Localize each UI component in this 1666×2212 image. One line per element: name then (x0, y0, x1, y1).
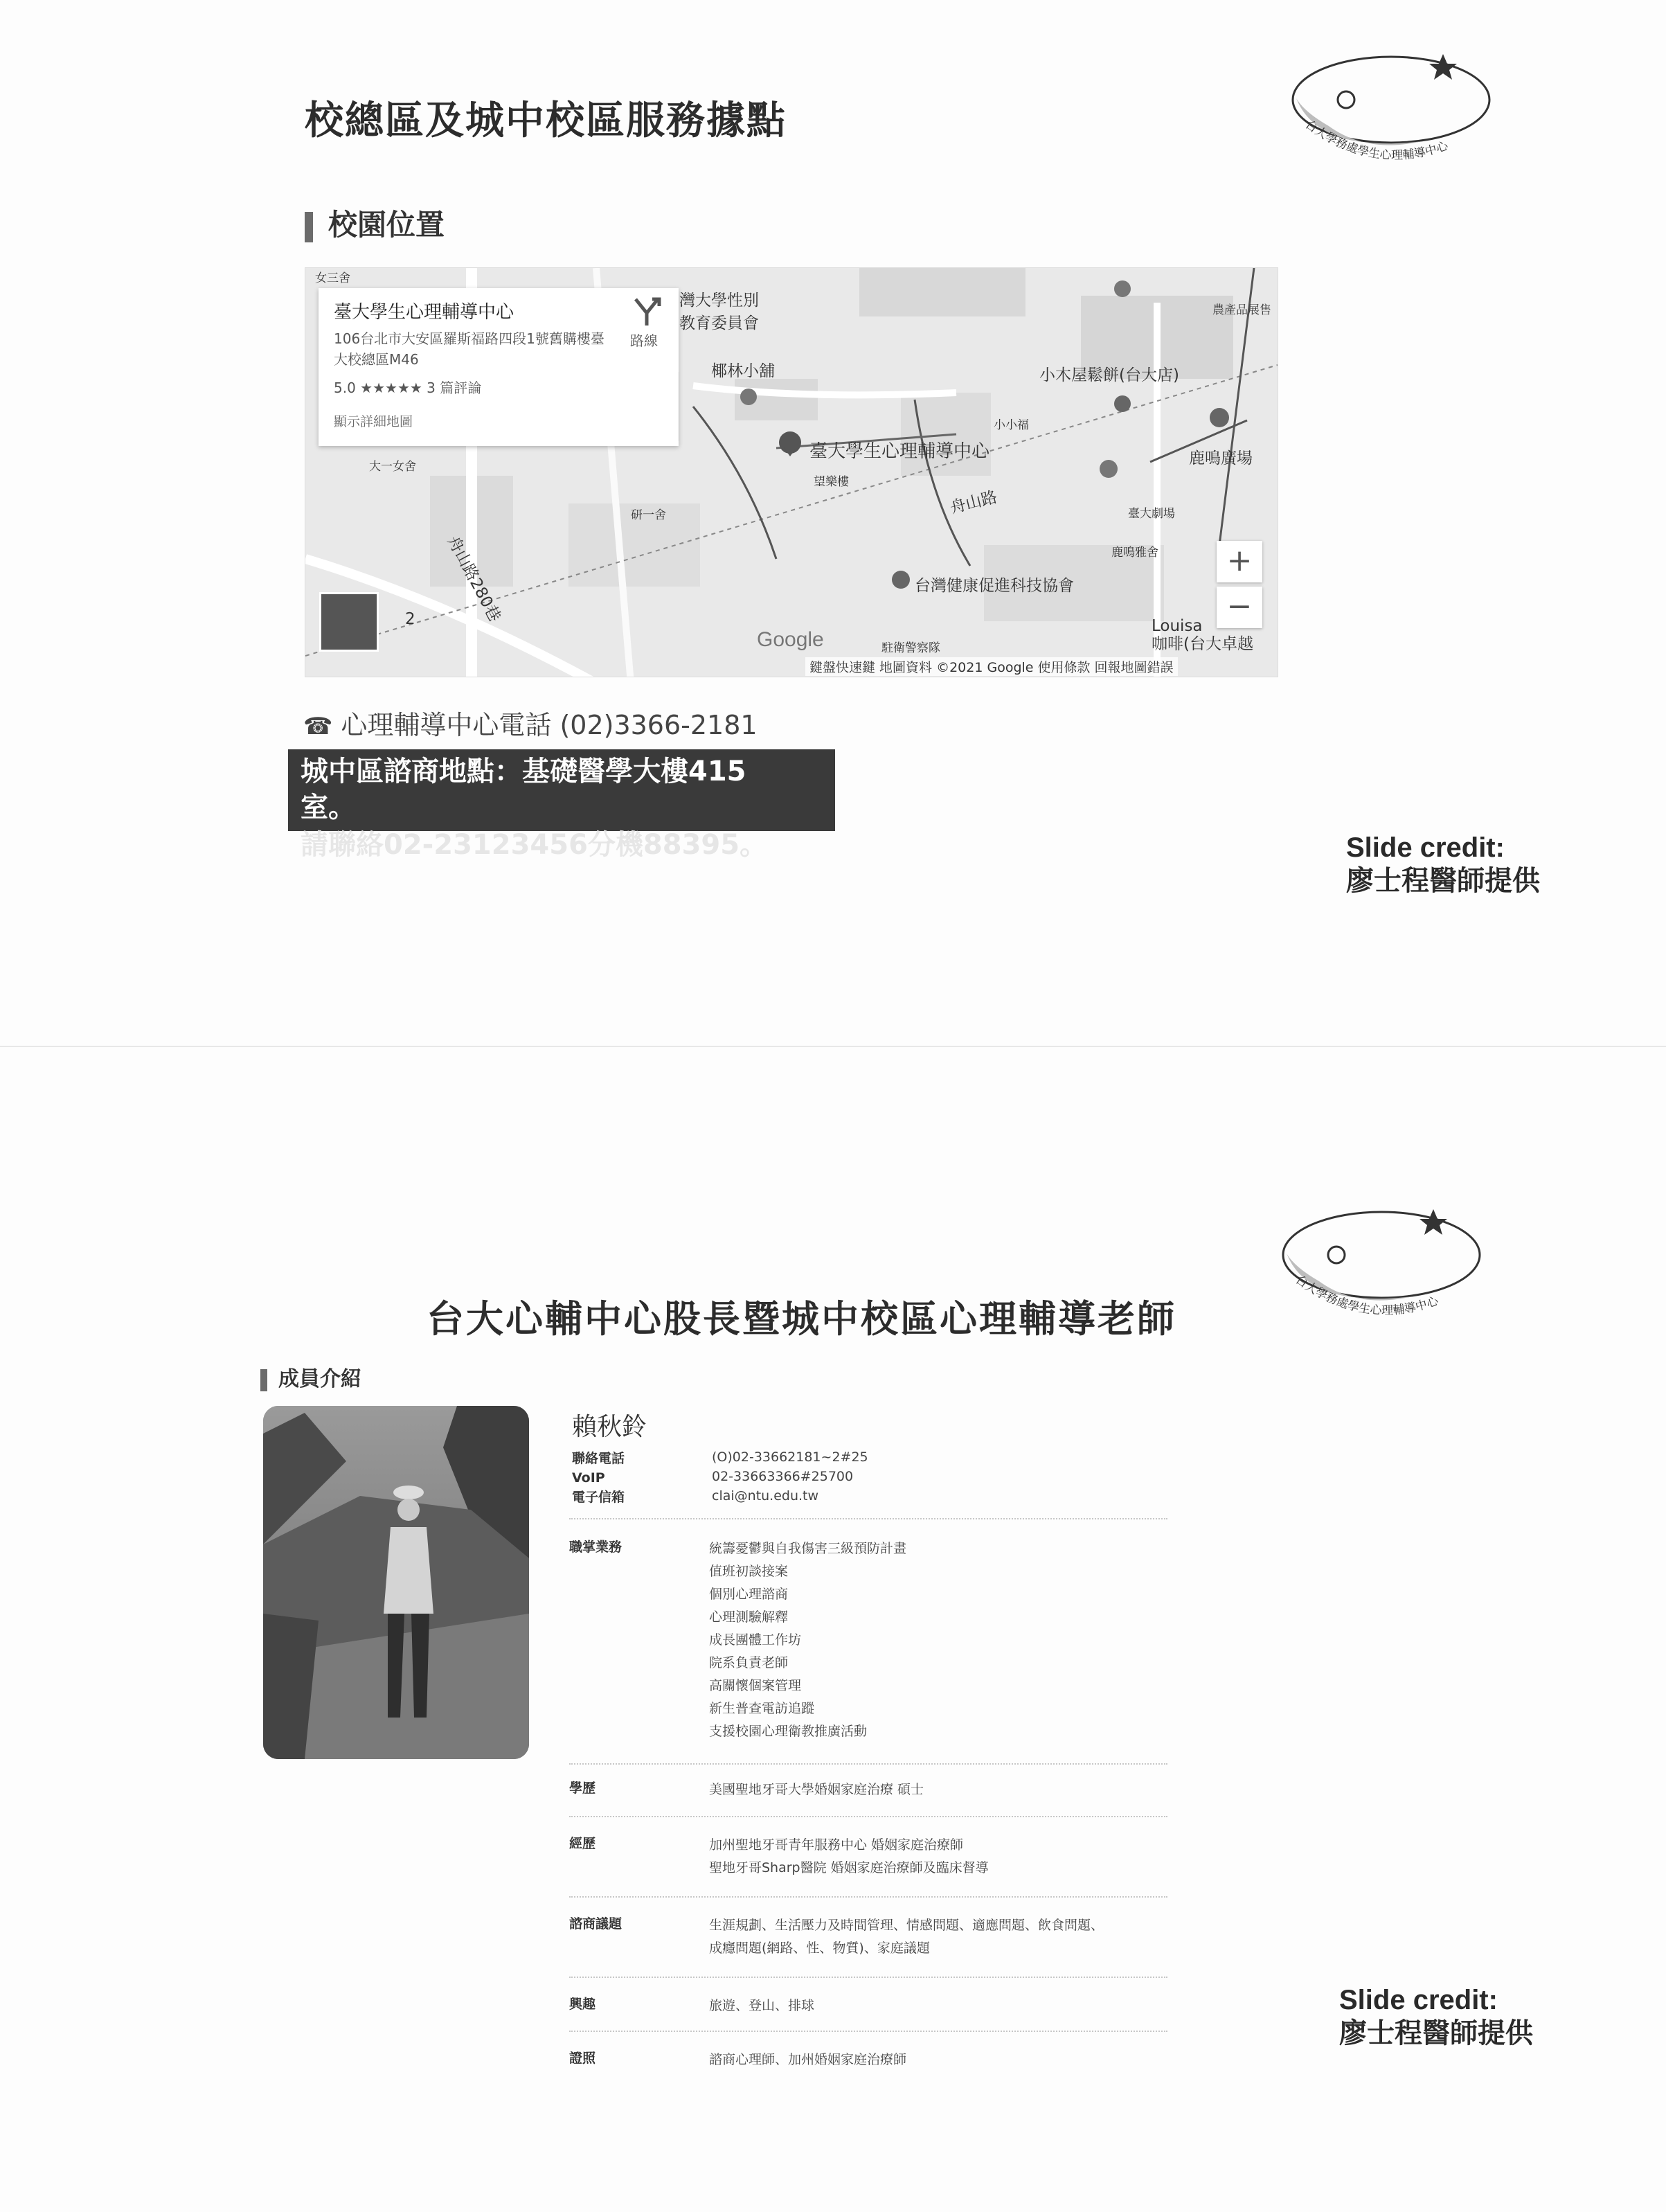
map-label-number-2: 2 (405, 610, 415, 628)
duty-item: 高關懷個案管理 (709, 1678, 802, 1693)
place-info-card (319, 288, 679, 446)
row-divider (569, 2031, 1167, 2032)
topic-item: 生涯規劃、生活壓力及時間管理、情感問題、適應問題、飲食問題、 (709, 1918, 1104, 1933)
row-label: 職掌業務 (569, 1540, 622, 1555)
place-title: 臺大學生心理輔導中心 (334, 302, 514, 323)
counseling-phone-line (303, 704, 758, 742)
phone-icon: ☎ (303, 713, 333, 740)
topic-item: 成癮問題(網路、性、物質)、家庭議題 (709, 1941, 930, 1956)
slide-credit-1 (1346, 831, 1540, 898)
row-divider (569, 1518, 1167, 1519)
counseling-center-logo (1267, 1205, 1489, 1337)
map-label-gender-committee: 灣大學性別 教育委員會 (679, 292, 759, 332)
duty-item: 個別心理諮商 (709, 1587, 789, 1602)
credit-label: Slide credit: (1346, 832, 1505, 863)
contact-values (712, 1447, 868, 1506)
slide-credit-2 (1339, 1983, 1533, 2050)
duty-item: 成長團體工作坊 (709, 1632, 802, 1648)
experience-item: 加州聖地牙哥青年服務中心 婚姻家庭治療師 (709, 1837, 964, 1853)
row-values (709, 1537, 906, 1743)
zoom-out-button[interactable]: − (1217, 587, 1262, 628)
map-label-research-dorm: 研一舍 (631, 508, 666, 522)
slide2-title: 台大心輔中心股長暨城中校區心理輔導老師 (427, 1297, 1176, 1341)
row-values (709, 1914, 1104, 1960)
zoom-in-button[interactable]: + (1217, 541, 1262, 582)
duty-item: 新生普查電訪追蹤 (709, 1701, 815, 1716)
contact-labels (572, 1449, 625, 1507)
city-campus-location-box (288, 749, 835, 831)
map-label-luming-plaza: 鹿鳴廣場 (1189, 449, 1253, 467)
credit-author: 廖士程醫師提供 (1346, 865, 1540, 897)
directions-icon[interactable] (632, 296, 662, 327)
section-heading-campus-location (305, 202, 445, 244)
education-item: 美國聖地牙哥大學婚姻家庭治療 碩士 (709, 1782, 924, 1797)
counseling-center-logo (1277, 50, 1498, 181)
map-label-luming-yashe: 鹿鳴雅舍 (1111, 546, 1158, 560)
contact-phone-value: (O)02-33662181~2#25 (712, 1450, 868, 1465)
map-label-wangle: 望樂樓 (814, 475, 849, 489)
map-label-zhoushan-road: 舟山路 (948, 488, 999, 517)
row-values (709, 2049, 906, 2071)
staff-photo (263, 1406, 529, 1759)
row-values (709, 1995, 814, 2017)
place-address: 106台北市大安區羅斯福路四段1號舊購樓臺大校總區M46 (334, 330, 604, 368)
row-divider (569, 1977, 1167, 1978)
logo-text: 台大學務處學生心理輔導中心 (1293, 1272, 1440, 1318)
map-label-coconut-shop: 椰林小舖 (711, 362, 775, 380)
contact-label-email: 電子信箱 (572, 1490, 625, 1505)
view-larger-map-link[interactable]: 顯示詳細地圖 (334, 414, 413, 429)
duty-item: 院系負責老師 (709, 1655, 789, 1670)
slide1-title: 校總區及城中校區服務據點 (305, 98, 787, 143)
map-label-xiaoxiao: 小小福 (994, 418, 1029, 432)
duty-item: 心理測驗解釋 (709, 1609, 789, 1625)
map-label-counseling-center[interactable]: 臺大學生心理輔導中心 (809, 441, 990, 462)
contact-label-voip: VoIP (572, 1470, 605, 1486)
row-label: 興趣 (569, 1997, 596, 2012)
map-label-louisa-coffee: Louisa 咖啡(台大卓越 (1152, 617, 1253, 653)
row-divider (569, 1763, 1167, 1765)
map-label-ntu-theatre: 臺大劇場 (1128, 507, 1175, 521)
row-values (709, 1778, 924, 1801)
google-logo: Google (757, 628, 824, 651)
directions-label[interactable]: 路線 (630, 332, 658, 349)
section-heading-member-intro (260, 1362, 361, 1392)
map-label-campus-security: 駐衛警察隊 (881, 641, 940, 655)
slide-divider (0, 1046, 1666, 1047)
license-item: 諮商心理師、加州婚姻家庭治療師 (709, 2052, 907, 2067)
map-label-lane-280: 舟山路280巷 (443, 533, 504, 625)
credit-author: 廖士程醫師提供 (1339, 2017, 1533, 2049)
row-label: 經歷 (569, 1836, 596, 1851)
section-heading-text: 成員介紹 (278, 1367, 361, 1391)
row-values (709, 1834, 989, 1880)
map-label-girls-dorm3: 女三舍 (315, 271, 350, 285)
street-view-thumbnail[interactable] (319, 592, 379, 652)
section-heading-text: 校園位置 (328, 208, 445, 242)
staff-name: 賴秋鈴 (572, 1413, 647, 1441)
place-rating[interactable]: 5.0 ★★★★★ 3 篇評論 (334, 380, 482, 396)
contact-label-phone: 聯絡電話 (572, 1451, 625, 1466)
row-divider (569, 1816, 1167, 1817)
experience-item: 聖地牙哥Sharp醫院 婚姻家庭治療師及臨床督導 (709, 1860, 989, 1875)
row-label: 諮商議題 (569, 1916, 622, 1932)
logo-text: 台大學務處學生心理輔導中心 (1302, 117, 1450, 163)
duty-item: 支援校園心理衛教推廣活動 (709, 1724, 868, 1739)
phone-text: 心理輔導中心電話 (02)3366-2181 (341, 710, 758, 740)
contact-extension-text: 請聯絡02-23123456分機88395。 (301, 829, 768, 861)
row-divider (569, 1896, 1167, 1898)
row-label: 證照 (569, 2051, 596, 2066)
contact-email-link[interactable]: clai@ntu.edu.tw (712, 1488, 819, 1504)
duty-item: 統籌憂鬱與自我傷害三級預防計畫 (709, 1541, 907, 1556)
duty-item: 值班初談接案 (709, 1564, 789, 1579)
row-label: 學歷 (569, 1781, 596, 1796)
map-label-first-year-dorm: 大一女舍 (369, 460, 416, 474)
contact-voip-value: 02-33663366#25700 (712, 1469, 854, 1484)
map-label-showroom: 農產品展售 (1212, 303, 1271, 317)
interest-item: 旅遊、登山、排球 (709, 1998, 815, 2013)
map-footer-links[interactable]: 鍵盤快速鍵 地圖資料 ©2021 Google 使用條款 回報地圖錯誤 (805, 657, 1178, 676)
city-campus-location-text: 城中區諮商地點：基礎醫學大樓415室。 (301, 756, 746, 823)
map-label-health-association: 台灣健康促進科技協會 (915, 577, 1074, 595)
credit-label: Slide credit: (1339, 1985, 1498, 2015)
map-label-muwu-waffle: 小木屋鬆餅(台大店) (1039, 366, 1179, 384)
